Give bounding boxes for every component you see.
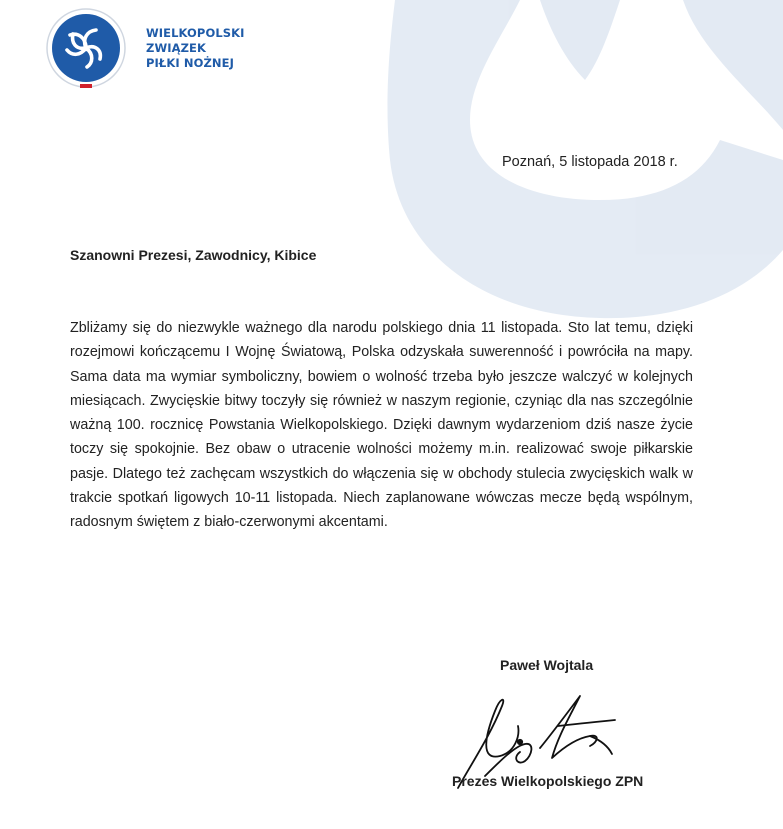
signer-title: Prezes Wielkopolskiego ZPN (452, 773, 644, 789)
body-paragraph: Zbliżamy się do niezwykle ważnego dla narodu polskiego dnia 11 listopada. Sto lat temu, dzięki rozejmowi kończącemu I Wojnę Światową, Polska odzyskała suwerenność i powróciła na mapy. Sama data ma wymiar symboliczny, bowiem o wolność trzeba było jeszcze walczyć w kolejnych miesiącach. Zwycięskie bitwy toczyły się również w naszym regionie, czyniąc dla nas szczególnie ważną 100. rocznicę Powstania Wielkopolskiego. Dzięki dawnym wydarzeniom dziś nasze życie toczy się spokojnie. Bez obaw o utracenie wolności możemy m.in. realizować swoje piłkarskie pasje. Dlatego też zachęcam wszystkich do włączenia się w obchody stulecia zwycięskich walk w trakcie spotkań ligowych 10-11 listopada. Niech zaplanowane wówczas mecze będą wspólnym, radosnym świętem z biało-czerwonymi akcentami. (70, 320, 693, 531)
letter-body (70, 316, 693, 535)
place-date: Poznań, 5 listopada 2018 r. (502, 154, 678, 170)
org-name-line: WIELKOPOLSKI (146, 26, 245, 40)
wzpn-crest-icon (46, 8, 126, 88)
org-name-line: PIŁKI NOŻNEJ (146, 56, 234, 70)
signer-name: Paweł Wojtala (500, 657, 594, 673)
org-name (146, 26, 245, 71)
salutation: Szanowni Prezesi, Zawodnicy, Kibice (70, 247, 317, 263)
org-name-line: ZWIĄZEK (146, 41, 207, 55)
